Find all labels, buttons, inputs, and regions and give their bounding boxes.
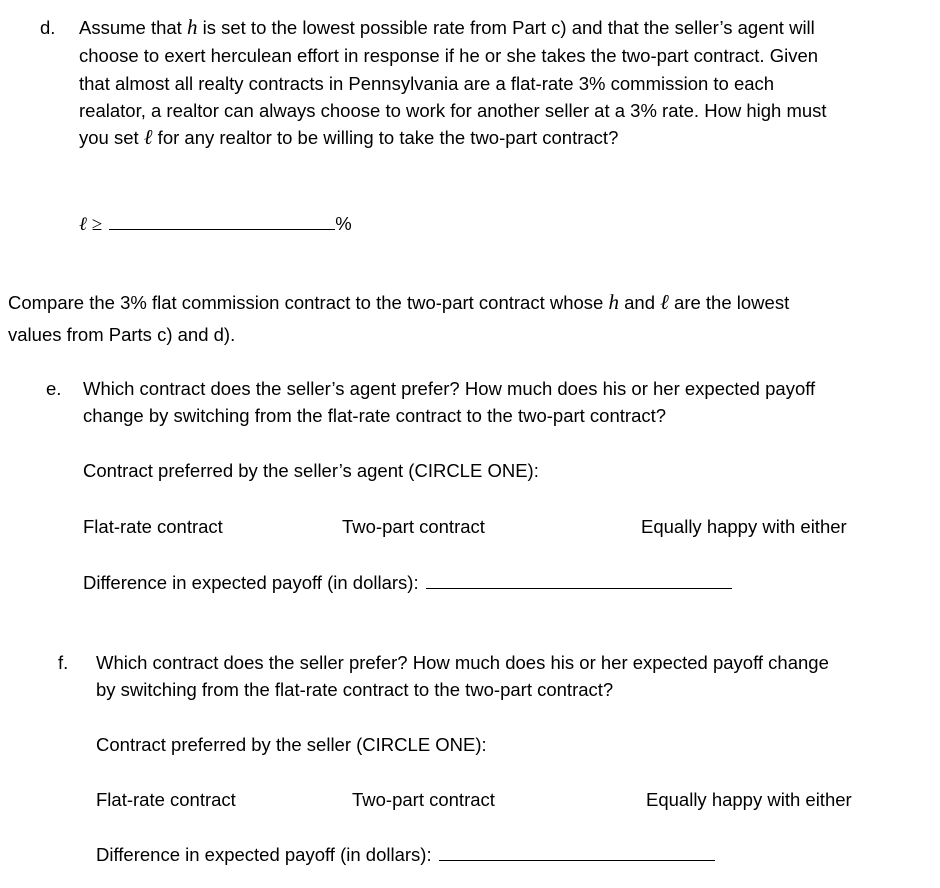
part-d-answer [79, 210, 352, 238]
part-e-difference-blank[interactable] [426, 572, 732, 589]
part-d-line-2: choose to exert herculean effort in response if he or she takes the two-part contract. Given [79, 45, 819, 66]
part-f-difference [96, 841, 715, 868]
part-d-marker: d. [40, 17, 56, 38]
variable-ell: ℓ [143, 125, 153, 149]
part-e-difference-label: Difference in expected payoff (in dollars): [83, 572, 419, 593]
part-d-line-1: Assume that h is set to the lowest possible rate from Part c) and that the seller’s agent will [79, 15, 815, 39]
part-d-line-3: that almost all realty contracts in Pennsylvania are a flat-rate 3% commission to each [79, 73, 775, 94]
variable-ell: ℓ [660, 290, 669, 314]
compare-line-2: values from Parts c) and d). [8, 324, 236, 345]
part-e-option-flat-rate[interactable]: Flat-rate contract [83, 516, 223, 537]
part-e-line-1: Which contract does the seller’s agent prefer? How much does his or her expected payoff [83, 378, 816, 399]
part-f-line-2: by switching from the flat-rate contract to the two-part contract? [96, 679, 614, 700]
part-d-line-5: you set ℓ for any realtor to be willing to take the two-part contract? [79, 125, 619, 149]
part-f-option-flat-rate[interactable]: Flat-rate contract [96, 789, 236, 810]
part-e-line-2: change by switching from the flat-rate contract to the two-part contract? [83, 405, 667, 426]
part-f-difference-blank[interactable] [439, 844, 715, 861]
part-e-option-equal[interactable]: Equally happy with either [641, 516, 847, 537]
variable-h: h [608, 290, 619, 314]
compare-line-1: Compare the 3% flat commission contract to the two-part contract whose h and ℓ are the lowest [8, 290, 790, 314]
part-f-line-1: Which contract does the seller prefer? How much does his or her expected payoff change [96, 652, 829, 673]
part-e-circle-prompt: Contract preferred by the seller’s agent (CIRCLE ONE): [83, 460, 539, 481]
part-d-line-4: realator, a realtor can always choose to work for another seller at a 3% rate. How high must [79, 100, 827, 121]
part-f-marker: f. [58, 652, 69, 673]
answer-suffix: % [335, 213, 352, 234]
part-e-option-two-part[interactable]: Two-part contract [342, 516, 485, 537]
ell-answer-blank[interactable] [109, 213, 335, 230]
part-f-option-two-part[interactable]: Two-part contract [352, 789, 495, 810]
answer-prefix: ℓ ≥ [79, 214, 103, 235]
part-e-difference [83, 569, 732, 596]
variable-h: h [186, 15, 198, 39]
part-f-circle-prompt: Contract preferred by the seller (CIRCLE ONE): [96, 734, 487, 755]
part-e-marker: e. [46, 378, 62, 399]
part-f-difference-label: Difference in expected payoff (in dollars): [96, 844, 432, 865]
part-f-option-equal[interactable]: Equally happy with either [646, 789, 852, 810]
